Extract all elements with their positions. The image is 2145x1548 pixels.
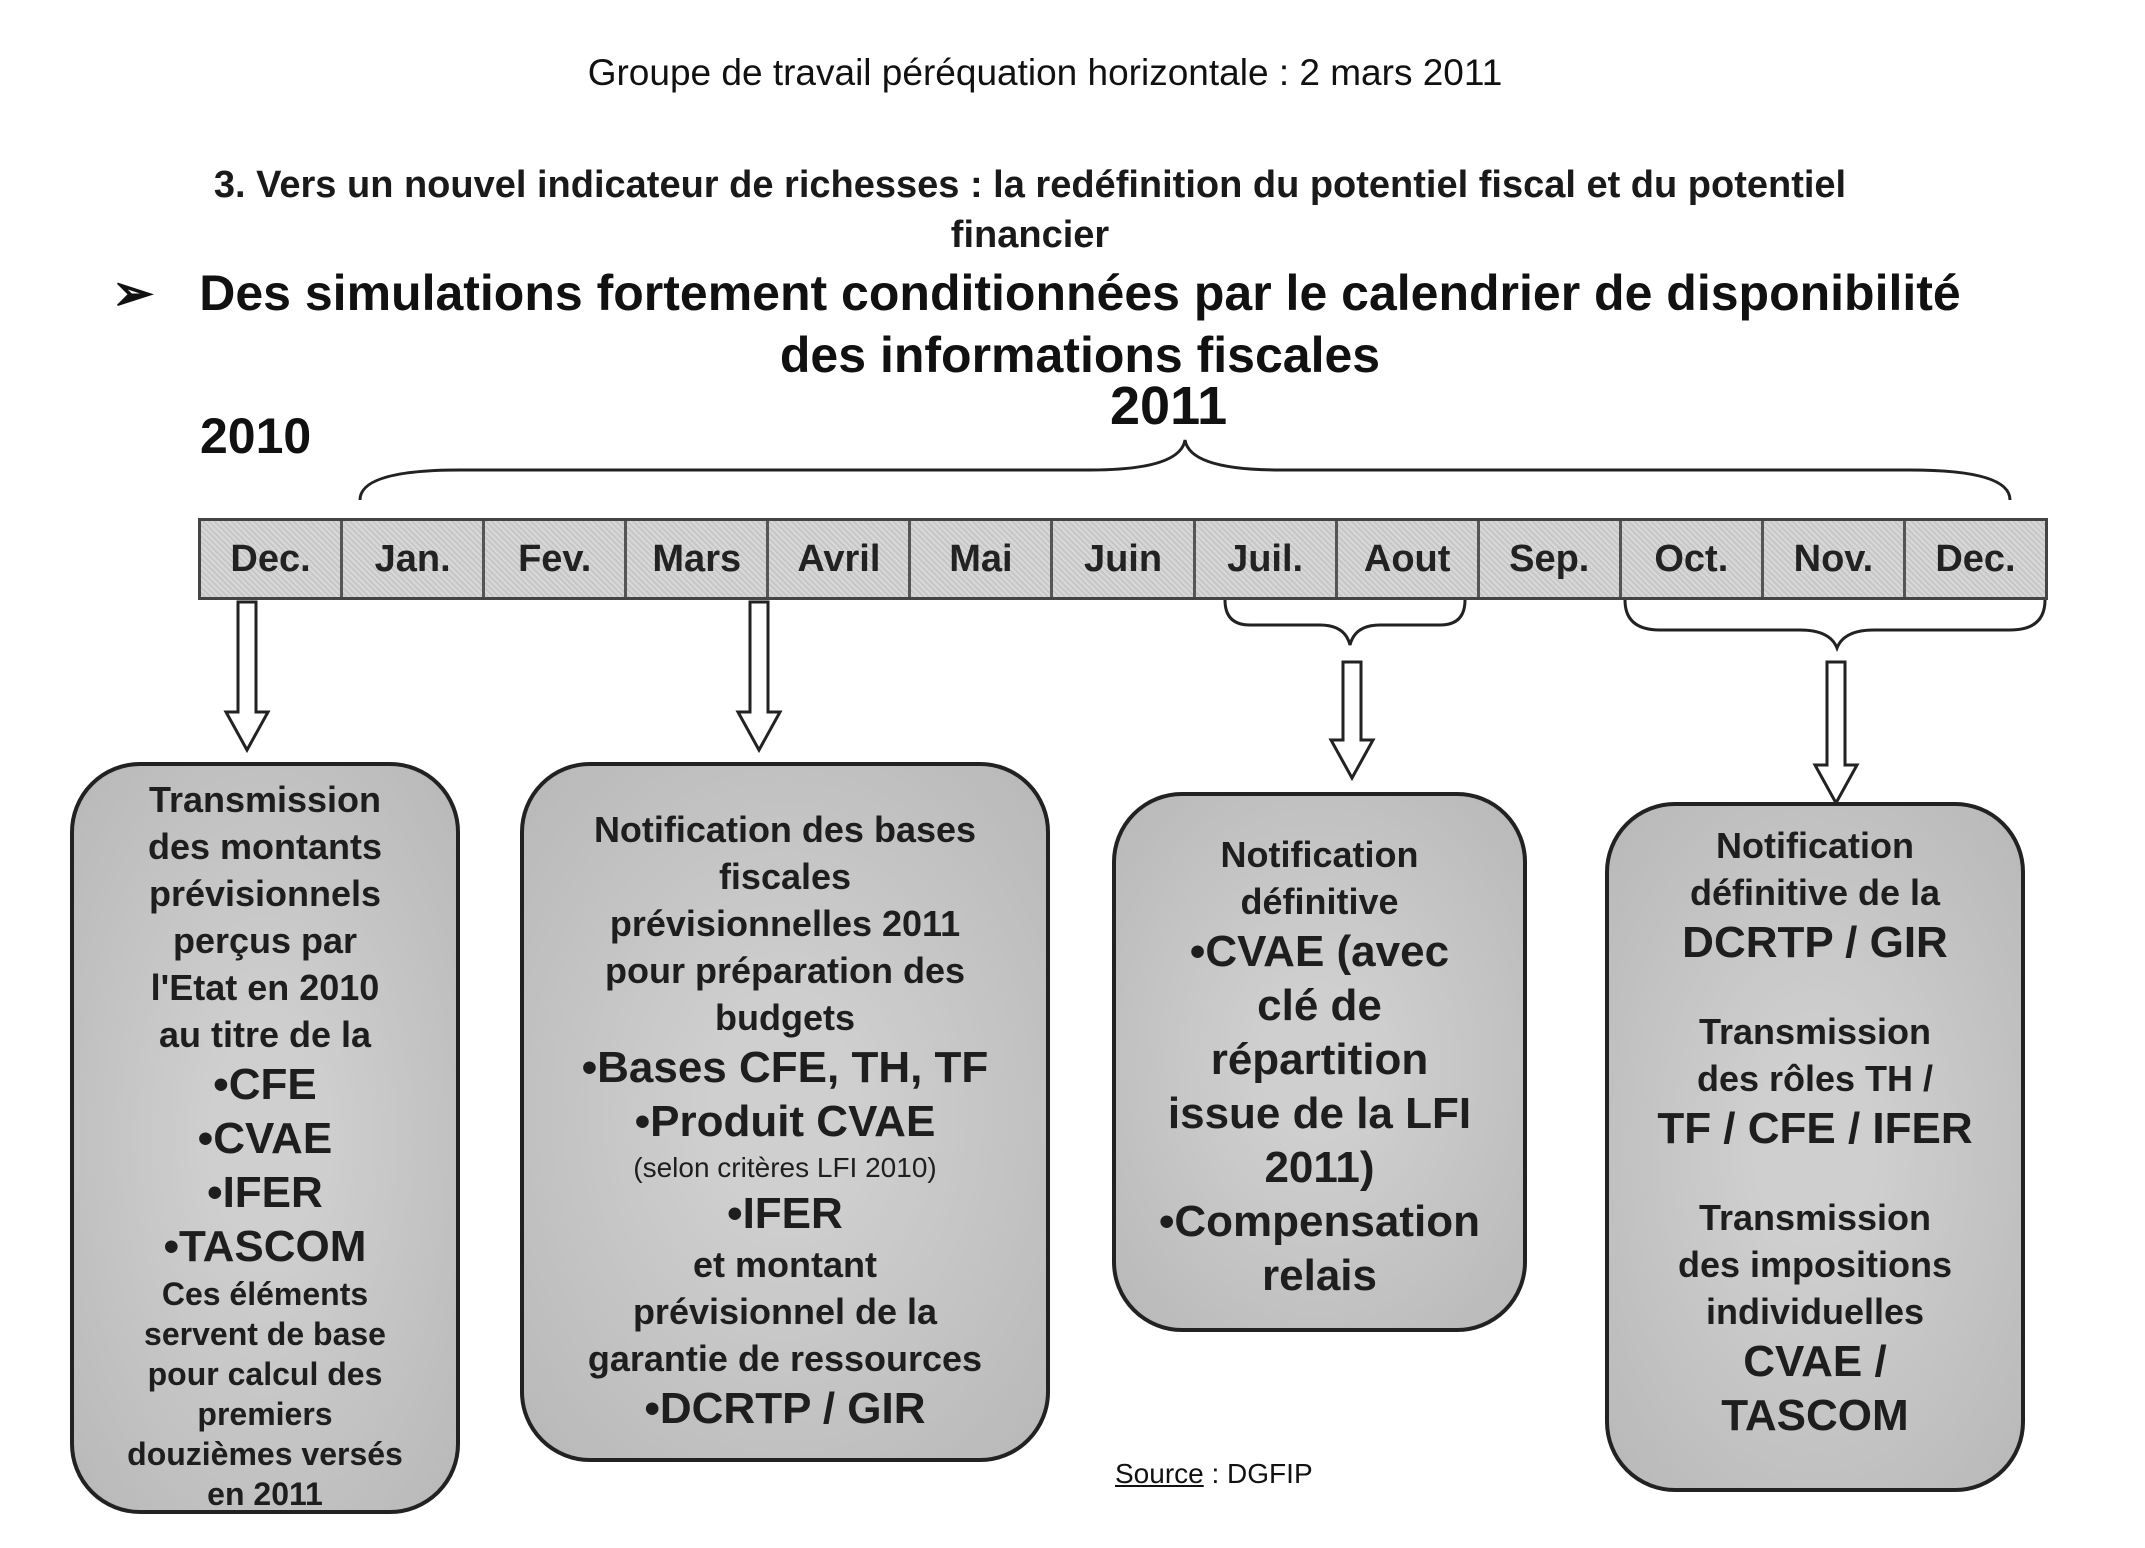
month-cell: Juil. [1196, 521, 1338, 597]
month-cell: Juin [1053, 521, 1195, 597]
box-item: •CFE [213, 1060, 317, 1109]
month-cell: Dec. [1935, 537, 2016, 580]
month-cell: Fev. [485, 521, 627, 597]
month-cell: Mars [627, 521, 769, 597]
box-item: •Produit CVAE [634, 1097, 936, 1146]
box-text-line: prévisionnel de la [632, 1291, 938, 1332]
box-text-line: des montants [147, 826, 383, 867]
box-item: TF / CFE / IFER [1657, 1104, 1973, 1153]
document-header: Groupe de travail péréquation horizontale : 2 mars 2011 [587, 52, 1503, 93]
box-text-line: prévisionnelles 2011 [609, 903, 961, 944]
box-item: répartition [1210, 1035, 1429, 1084]
box-item: 2011) [1264, 1143, 1375, 1192]
box-item: •CVAE [197, 1114, 333, 1163]
juil-aout-brace [1225, 600, 1465, 645]
arrow-down-icon [226, 602, 268, 750]
month-cell: Sep. [1480, 521, 1622, 597]
month-cell: Nov. [1764, 521, 1906, 597]
box-notification-dcrtp [1605, 802, 2025, 1492]
month-cell: Avril [769, 521, 911, 597]
box-item: relais [1262, 1251, 1377, 1300]
box-item: •Compensation [1159, 1197, 1480, 1246]
box-text-line: premiers [197, 1396, 333, 1432]
box-item: TASCOM [1721, 1391, 1909, 1440]
box-text-line: fiscales [718, 856, 852, 897]
box-note: (selon critères LFI 2010) [633, 1152, 937, 1183]
box-text-line: Transmission [1698, 1011, 1932, 1052]
box-text-line: et montant [693, 1244, 877, 1285]
box-text-line: budgets [715, 997, 855, 1038]
box-text-line: garantie de ressources [587, 1338, 983, 1379]
year-2011-brace [360, 440, 2010, 500]
box-item: issue de la LFI [1167, 1089, 1472, 1138]
source-note [1115, 1458, 1313, 1490]
box-text-line: Ces éléments [161, 1276, 369, 1312]
year-2011-label: 2011 [1110, 376, 1228, 436]
box-item: •DCRTP / GIR [644, 1384, 926, 1433]
box-text-line: des impositions [1677, 1244, 1953, 1285]
section-title-line-2: financier [950, 214, 1110, 256]
box-text-line: servent de base [144, 1316, 386, 1352]
box-item: •TASCOM [163, 1222, 367, 1271]
source-value: : DGFIP [1203, 1458, 1313, 1489]
year-2010-label: 2010 [200, 408, 312, 464]
month-cell: Oct. [1622, 521, 1764, 597]
section-title-line-1: 3. Vers un nouvel indicateur de richesses : la redéfinition du potentiel fiscal et du potentiel [213, 164, 1847, 206]
box-text-line: individuelles [1705, 1291, 1925, 1332]
box-item: CVAE / [1743, 1337, 1887, 1386]
box-text-line: Notification [1716, 825, 1914, 866]
box-item: •Bases CFE, TH, TF [581, 1043, 989, 1092]
box-text-line: Notification [1220, 834, 1419, 875]
headline-line-1: Des simulations fortement conditionnées par le calendrier de disponibilité [199, 265, 1961, 321]
box-text-line: pour préparation des [604, 950, 966, 991]
box-text-line: Transmission [148, 779, 382, 820]
box-item: •IFER [727, 1189, 843, 1238]
box-item: •IFER [207, 1168, 323, 1217]
box-item: clé de [1257, 981, 1382, 1030]
box-text-line: Transmission [1698, 1197, 1932, 1238]
box-item: DCRTP / GIR [1682, 918, 1948, 967]
box-text-line: des rôles TH / [1696, 1058, 1934, 1099]
box-text-line: au titre de la [158, 1014, 372, 1055]
box-text-line: en 2011 [207, 1476, 323, 1512]
month-cell: Jan. [343, 521, 485, 597]
box-text-line: Notification des bases [593, 809, 977, 850]
month-cell: Mai [911, 521, 1053, 597]
box-notification-definitive [1112, 792, 1527, 1332]
box-text-line: l'Etat en 2010 [150, 967, 380, 1008]
arrow-down-icon [738, 602, 780, 750]
box-text-line: douzièmes versés [127, 1436, 403, 1472]
box-text-line: perçus par [172, 920, 358, 961]
source-label: Source [1115, 1458, 1204, 1489]
box-text-line: définitive de la [1689, 872, 1941, 913]
box-text-line: définitive [1240, 881, 1399, 922]
box-notification-bases [520, 762, 1050, 1462]
box-item: •CVAE (avec [1189, 927, 1450, 976]
box-text-line: prévisionnels [148, 873, 382, 914]
month-timeline [198, 518, 2048, 600]
arrow-down-icon [1815, 662, 1857, 803]
headline-line-2: des informations fiscales [779, 327, 1381, 383]
arrow-down-icon [1331, 662, 1373, 778]
arrow-bullet-icon: ➢ [112, 265, 154, 321]
box-text-line: pour calcul des [147, 1356, 383, 1392]
box-transmission-montants [70, 762, 460, 1514]
month-cell: Dec. [201, 521, 343, 597]
month-cell: Aout [1338, 521, 1480, 597]
oct-dec-brace [1625, 600, 2045, 648]
